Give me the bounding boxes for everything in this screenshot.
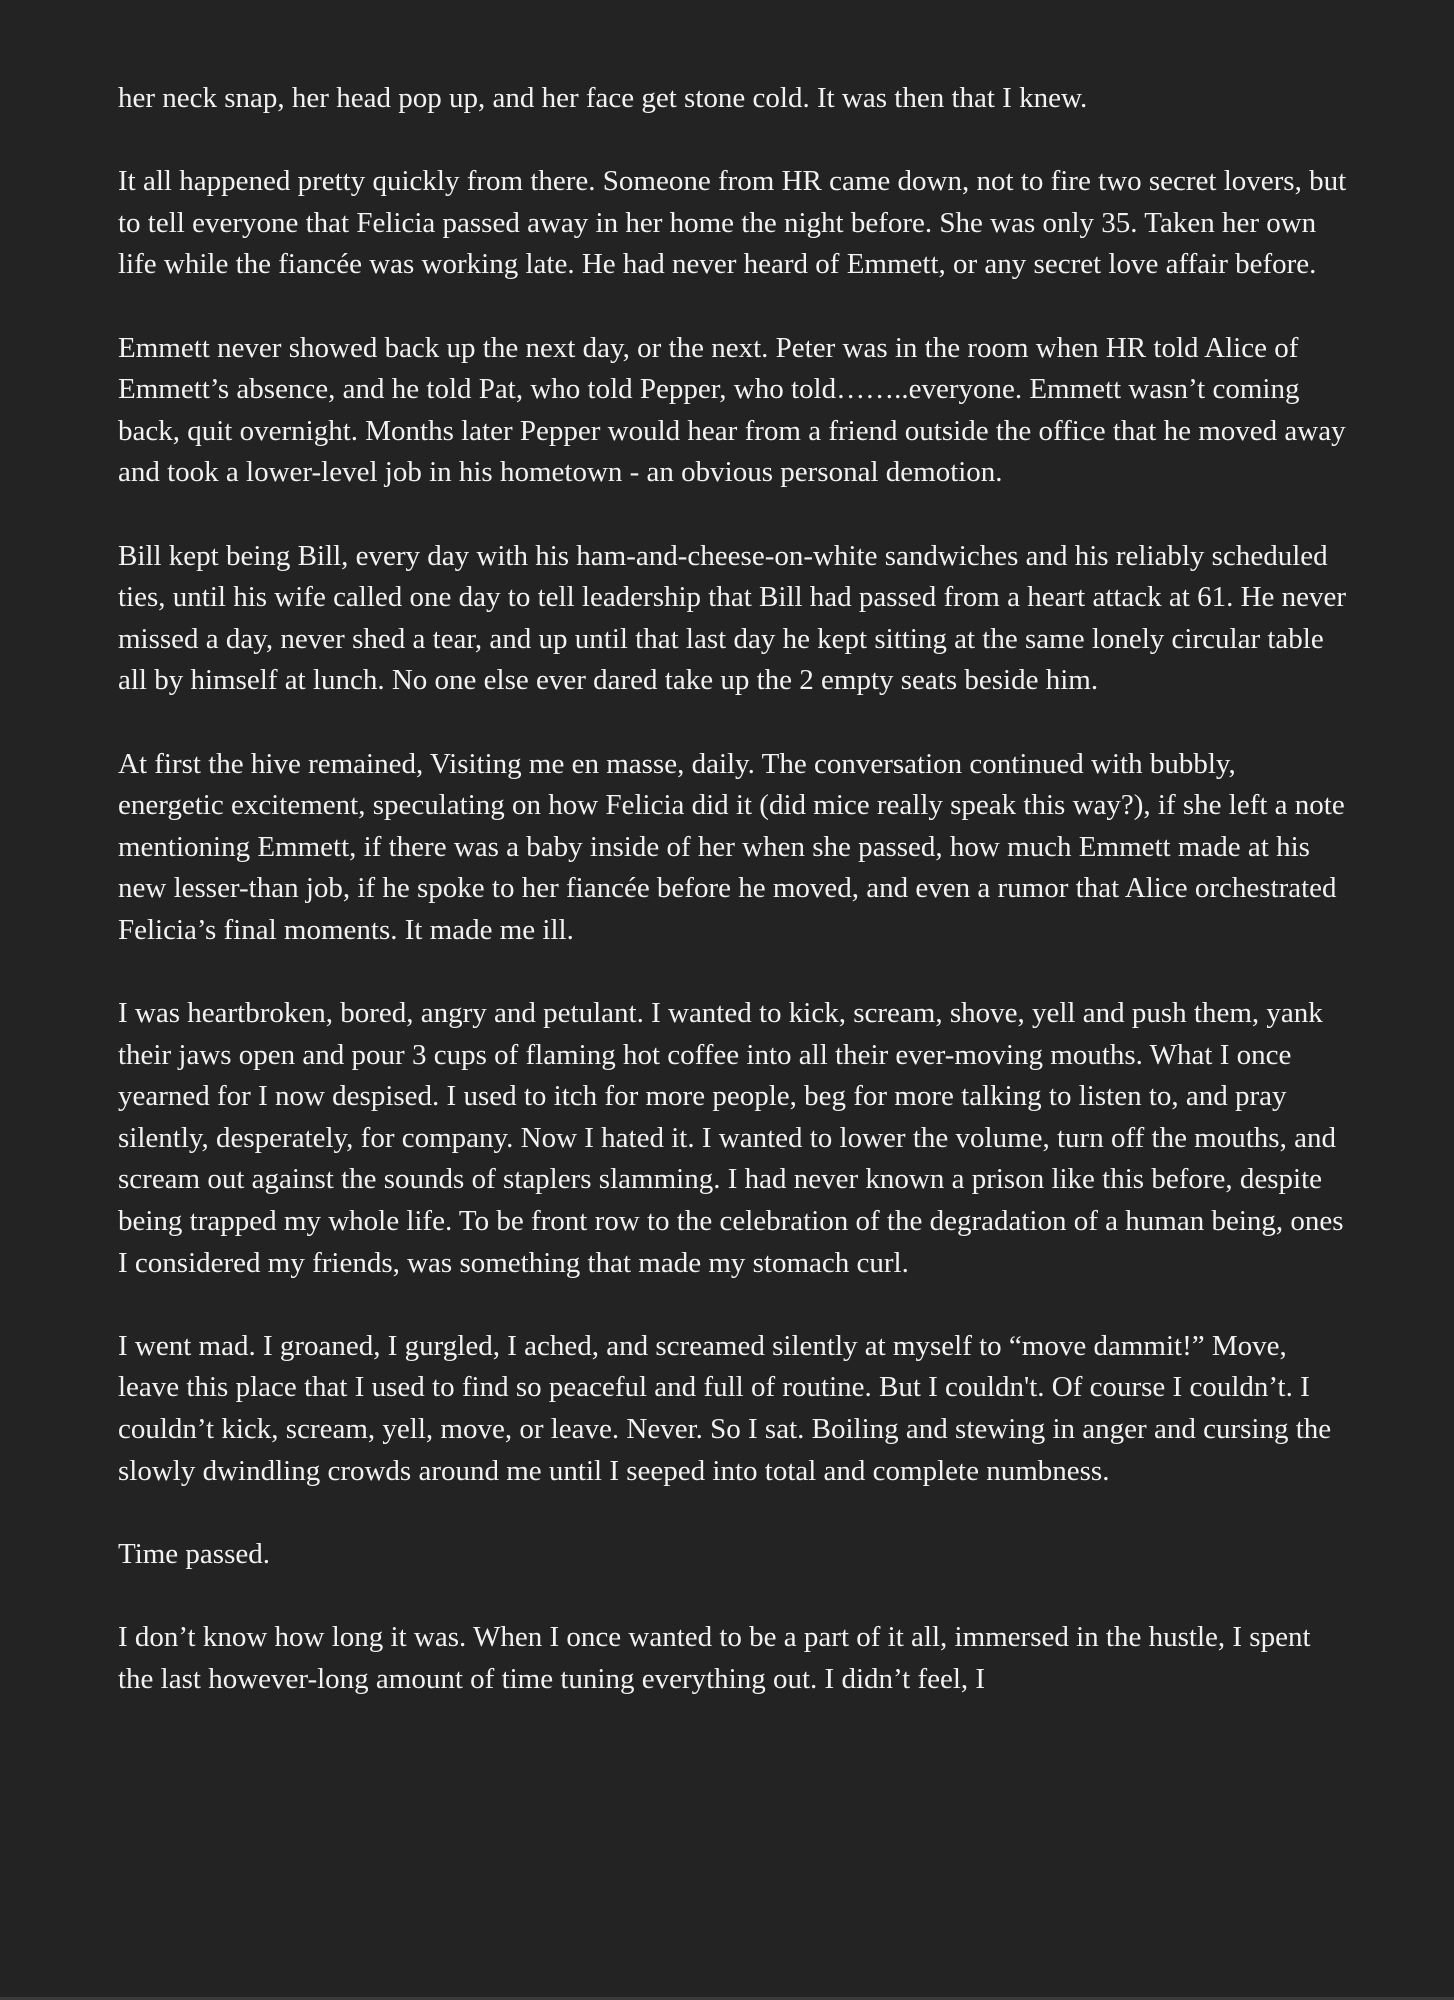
paragraph: I went mad. I groaned, I gurgled, I ached, and screamed silently at myself to “move dammit!” Move, leave this place that I used to find so peaceful and full of routine. But I couldn't. Of course I couldn’t. I couldn’t kick, scream, yell, move, or leave. Never. So I sat. Boiling and stewing in anger and cursing the slowly dwindling crowds around me until I seeped into total and complete numbness. xyxy=(118,1329,1332,1487)
paragraph: Time passed. xyxy=(118,1537,270,1570)
paragraph: At first the hive remained, Visiting me en masse, daily. The conversation continued with bubbly, energetic excitement, speculating on how Felicia did it (did mice really speak this way?), if she left a note mentioning Emmett, if there was a baby inside of her when she passed, how much Emmett made at his new lesser-than job, if he spoke to her fiancée before he moved, and even a rumor that Alice orchestrated Felicia’s final moments. It made me ill. xyxy=(118,747,1345,946)
paragraph: her neck snap, her head pop up, and her face get stone cold. It was then that I knew. xyxy=(118,82,1088,114)
paragraph: It all happened pretty quickly from there. Someone from HR came down, not to fire two secret lovers, but to tell everyone that Felicia passed away in her home the night before. She was only 35. Taken her own life while the fiancée was working late. He had never heard of Emmett, or any secret love affair before. xyxy=(118,165,1347,281)
story-text xyxy=(118,78,1348,1700)
paragraph: Bill kept being Bill, every day with his ham-and-cheese-on-white sandwiches and his reliably scheduled ties, until his wife called one day to tell leadership that Bill had passed from a heart attack at 61. He never missed a day, never shed a tear, and up until that last day he kept sitting at the same lonely circular table all by himself at lunch. No one else ever dared take up the 2 empty seats beside him. xyxy=(118,539,1347,697)
paragraph: I was heartbroken, bored, angry and petulant. I wanted to kick, scream, shove, yell and push them, yank their jaws open and pour 3 cups of flaming hot coffee into all their ever-moving mouths. What I once yearned for I now despised. I used to itch for more people, beg for more talking to listen to, and pray silently, desperately, for company. Now I hated it. I wanted to lower the volume, turn off the mouths, and scream out against the sounds of staplers slamming. I had never known a prison like this before, despite being trapped my whole life. To be front row to the celebration of the degradation of a human being, ones I considered my friends, was something that made my stomach curl. xyxy=(118,997,1344,1279)
paragraph: Emmett never showed back up the next day, or the next. Peter was in the room when HR told Alice of Emmett’s absence, and he told Pat, who told Pepper, who told……..everyone. Emmett wasn’t coming back, quit overnight. Months later Pepper would hear from a friend outside the office that he moved away and took a lower-level job in his hometown - an obvious personal demotion. xyxy=(118,331,1346,489)
paragraph: I don’t know how long it was. When I once wanted to be a part of it all, immersed in the hustle, I spent the last however-long amount of time tuning everything out. I didn’t feel, I xyxy=(118,1620,1311,1695)
